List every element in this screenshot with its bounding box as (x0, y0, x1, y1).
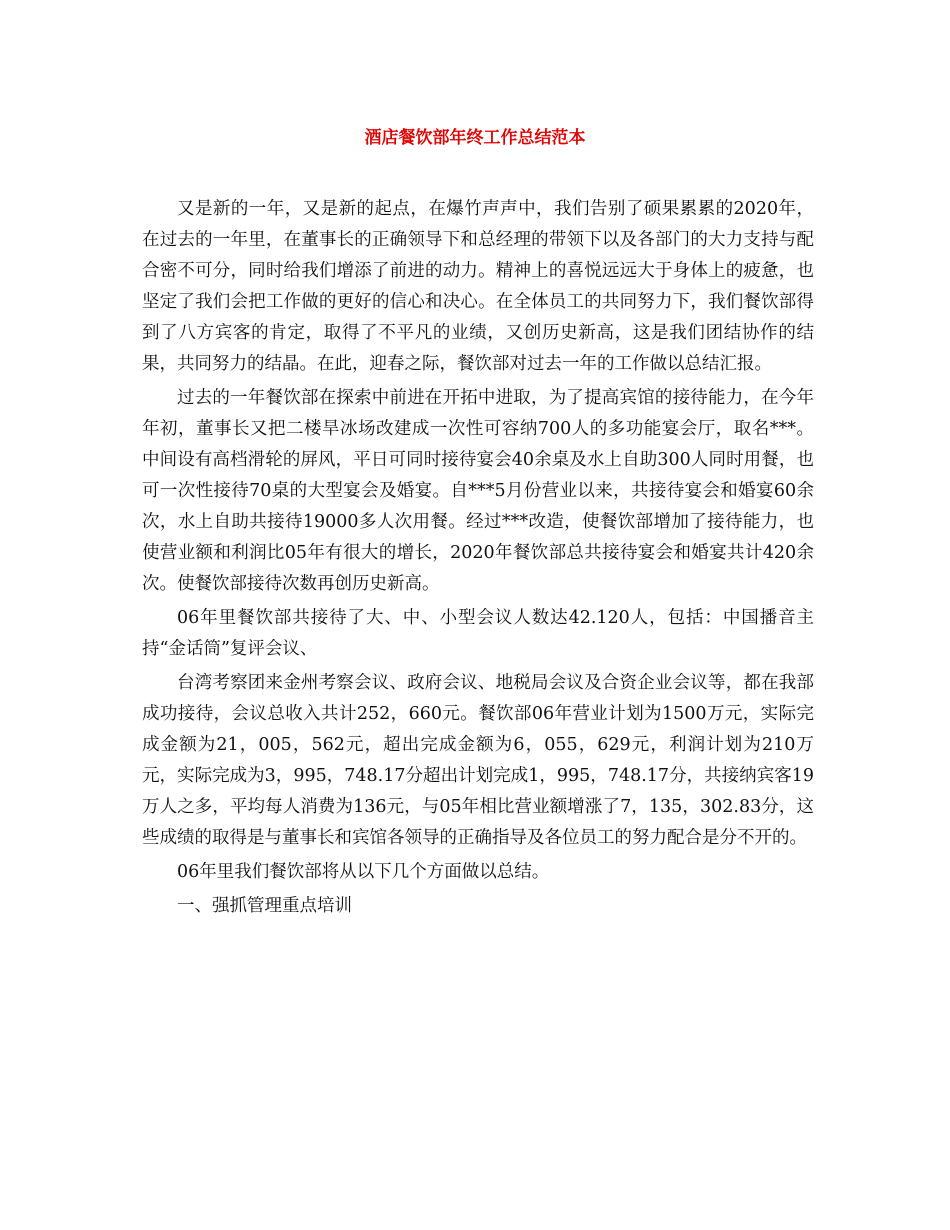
paragraph-revenue: 台湾考察团来金州考察会议、政府会议、地税局会议及合资企业会议等，都在我部成功接待，会议总收入共计252，660元。餐饮部06年营业计划为1500万元，实际完成金额为21，005，562元，超出完成金额为6，055，629元，利润计划为210万元，实际完成为3，995，748.17分超出计划完成1，995，748.17分，共接纳宾客19万人之多，平均每人消费为136元，与05年相比营业额增涨了7，135，302.83分，这些成绩的取得是与董事长和宾馆各领导的正确指导及各位员工的努力配合是分不开的。 (142, 673, 814, 848)
paragraph-intro: 又是新的一年，又是新的起点，在爆竹声声中，我们告别了硕果累累的2020年，在过去的一年里，在董事长的正确领导下和总经理的带领下以及各部门的大力支持与配合密不可分，同时给我们增添了前进的动力。精神上的喜悦远远大于身体上的疲惫，也坚定了我们会把工作做的更好的信心和决心。在全体员工的共同努力下，我们餐饮部得到了八方宾客的肯定，取得了不平凡的业绩，又创历史新高，这是我们团结协作的结果，共同努力的结晶。在此，迎春之际，餐饮部对过去一年的工作做以总结汇报。 (142, 199, 814, 374)
paragraph-meetings: 06年里餐饮部共接待了大、中、小型会议人数达42.120人，包括：中国播音主持“金话筒”复评会议、 (142, 608, 814, 659)
document-title: 酒店餐饮部年终工作总结范本 (364, 128, 586, 148)
paragraph-banquet-hall: 过去的一年餐饮部在探索中前进在开拓中进取，为了提高宾馆的接待能力，在今年年初，董事长又把二楼旱冰场改建成一次性可容纳700人的多功能宴会厅，取名***。中间设有高档滑轮的屏风，平日可同时接待宴会40余桌及水上自助300人同时用餐，也可一次性接待70桌的大型宴会及婚宴。自***5月份营业以来，共接待宴会和婚宴60余次，水上自助共接待19000多人次用餐。经过***改造，使餐饮部增加了接待能力，也使营业额和利润比05年有很大的增长，2020年餐饮部总共接待宴会和婚宴共计420余次。使餐饮部接待次数再创历史新高。 (142, 388, 814, 594)
document-body (142, 194, 814, 922)
paragraph-summary-intro: 06年里我们餐饮部将从以下几个方面做以总结。 (177, 862, 550, 882)
section-heading-training: 一、强抓管理重点培训 (177, 896, 352, 916)
